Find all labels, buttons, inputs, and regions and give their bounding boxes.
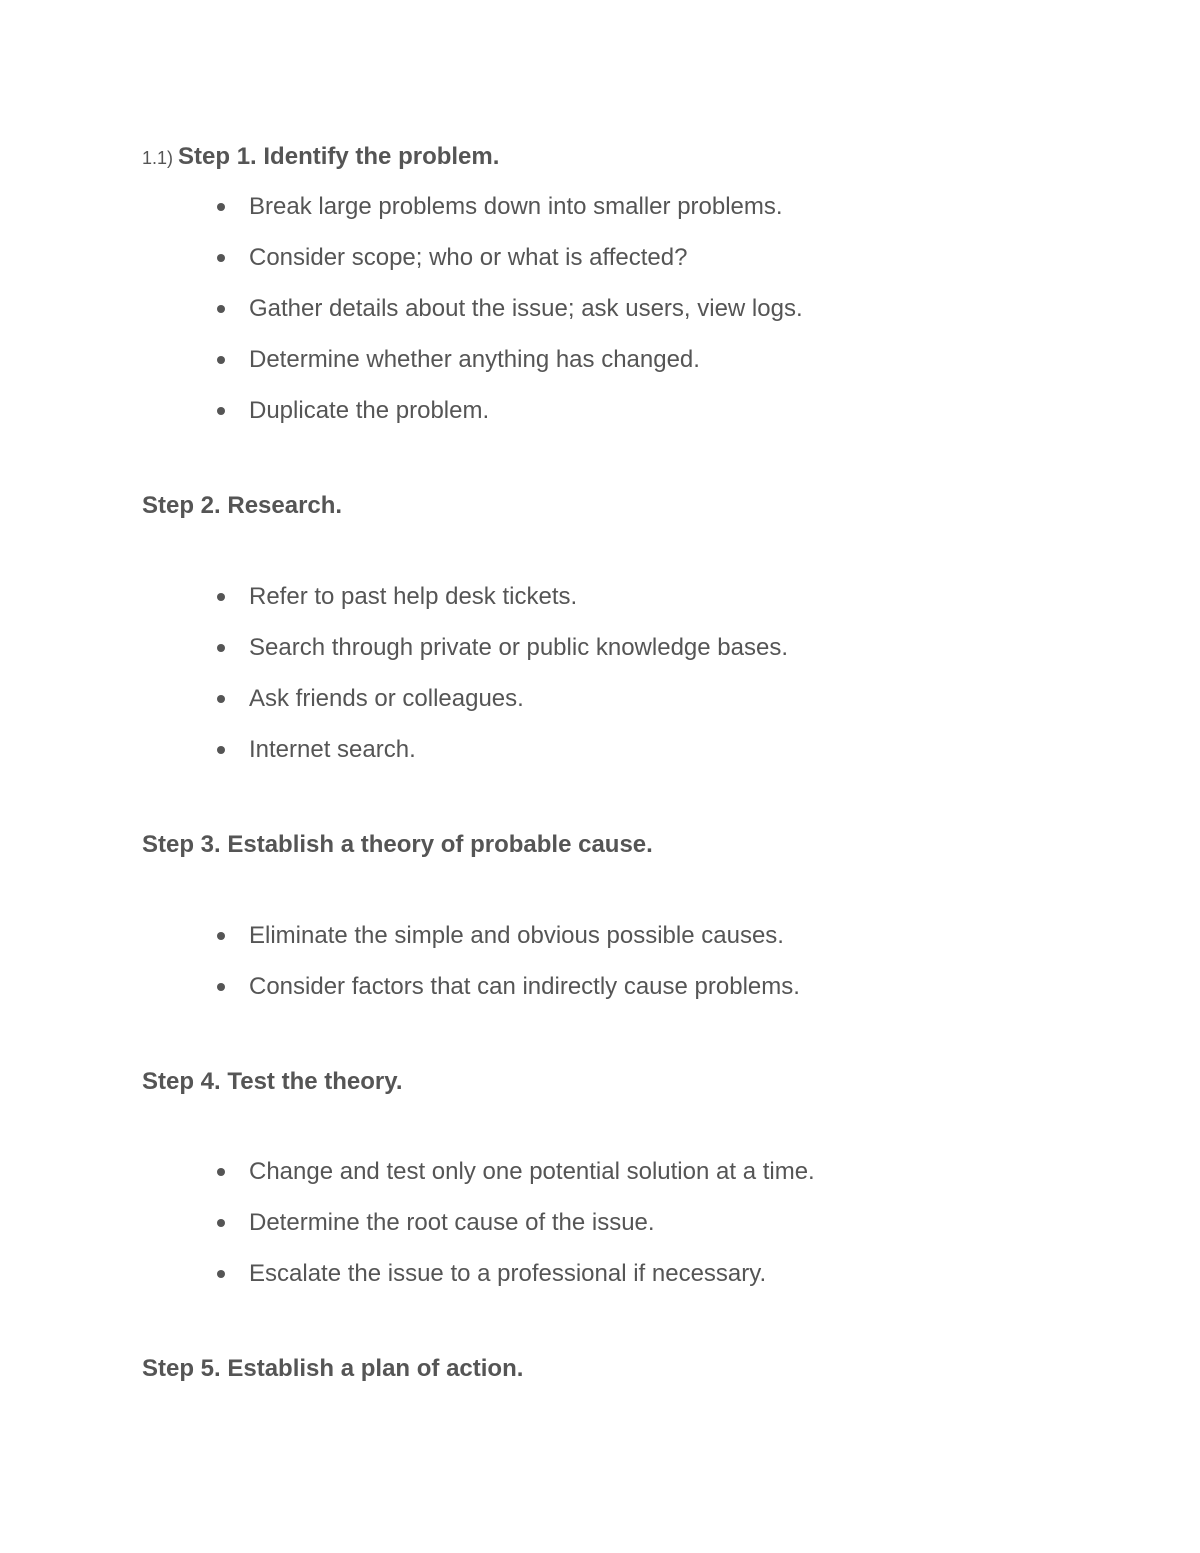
bullet-icon	[217, 305, 225, 313]
step-1-title: Step 1. Identify the problem.	[178, 143, 500, 170]
step-3-title: Step 3. Establish a theory of probable cause.	[142, 831, 653, 858]
list-item-text: Duplicate the problem.	[249, 397, 490, 424]
step-2-heading	[142, 491, 342, 521]
bullet-icon	[217, 932, 225, 940]
bullet-icon	[217, 1219, 225, 1227]
list-item-text: Determine the root cause of the issue.	[249, 1209, 655, 1236]
list-item-text: Gather details about the issue; ask users, view logs.	[249, 295, 803, 322]
step-3-heading	[142, 830, 653, 860]
step-2-title: Step 2. Research.	[142, 492, 343, 519]
bullet-icon	[217, 407, 225, 415]
list-item-text: Determine whether anything has changed.	[249, 346, 700, 373]
list-item-text: Change and test only one potential solution at a time.	[249, 1158, 815, 1185]
section-number: 1.1)	[142, 148, 174, 168]
bullet-icon	[217, 203, 225, 211]
list-item-text: Escalate the issue to a professional if necessary.	[249, 1260, 767, 1287]
bullet-icon	[217, 644, 225, 652]
bullet-icon	[217, 593, 225, 601]
bullet-icon	[217, 1168, 225, 1176]
bullet-icon	[217, 746, 225, 754]
list-item-text: Internet search.	[249, 736, 416, 763]
bullet-icon	[217, 254, 225, 262]
list-item-text: Refer to past help desk tickets.	[249, 583, 578, 610]
bullet-icon	[217, 983, 225, 991]
step-4-heading	[142, 1067, 403, 1097]
list-item-text: Consider factors that can indirectly cause problems.	[249, 973, 800, 1000]
step-5-title: Step 5. Establish a plan of action.	[142, 1355, 524, 1382]
step-4-title: Step 4. Test the theory.	[142, 1068, 403, 1095]
list-item-text: Consider scope; who or what is affected?	[249, 244, 688, 271]
step-5-heading	[142, 1354, 523, 1384]
list-item-text: Eliminate the simple and obvious possible causes.	[249, 922, 784, 949]
bullet-icon	[217, 1270, 225, 1278]
bullet-icon	[217, 356, 225, 364]
step-1-heading	[142, 142, 499, 173]
bullet-icon	[217, 695, 225, 703]
list-item-text: Search through private or public knowledge bases.	[249, 634, 788, 661]
list-item-text: Ask friends or colleagues.	[249, 685, 524, 712]
list-item-text: Break large problems down into smaller problems.	[249, 193, 783, 220]
